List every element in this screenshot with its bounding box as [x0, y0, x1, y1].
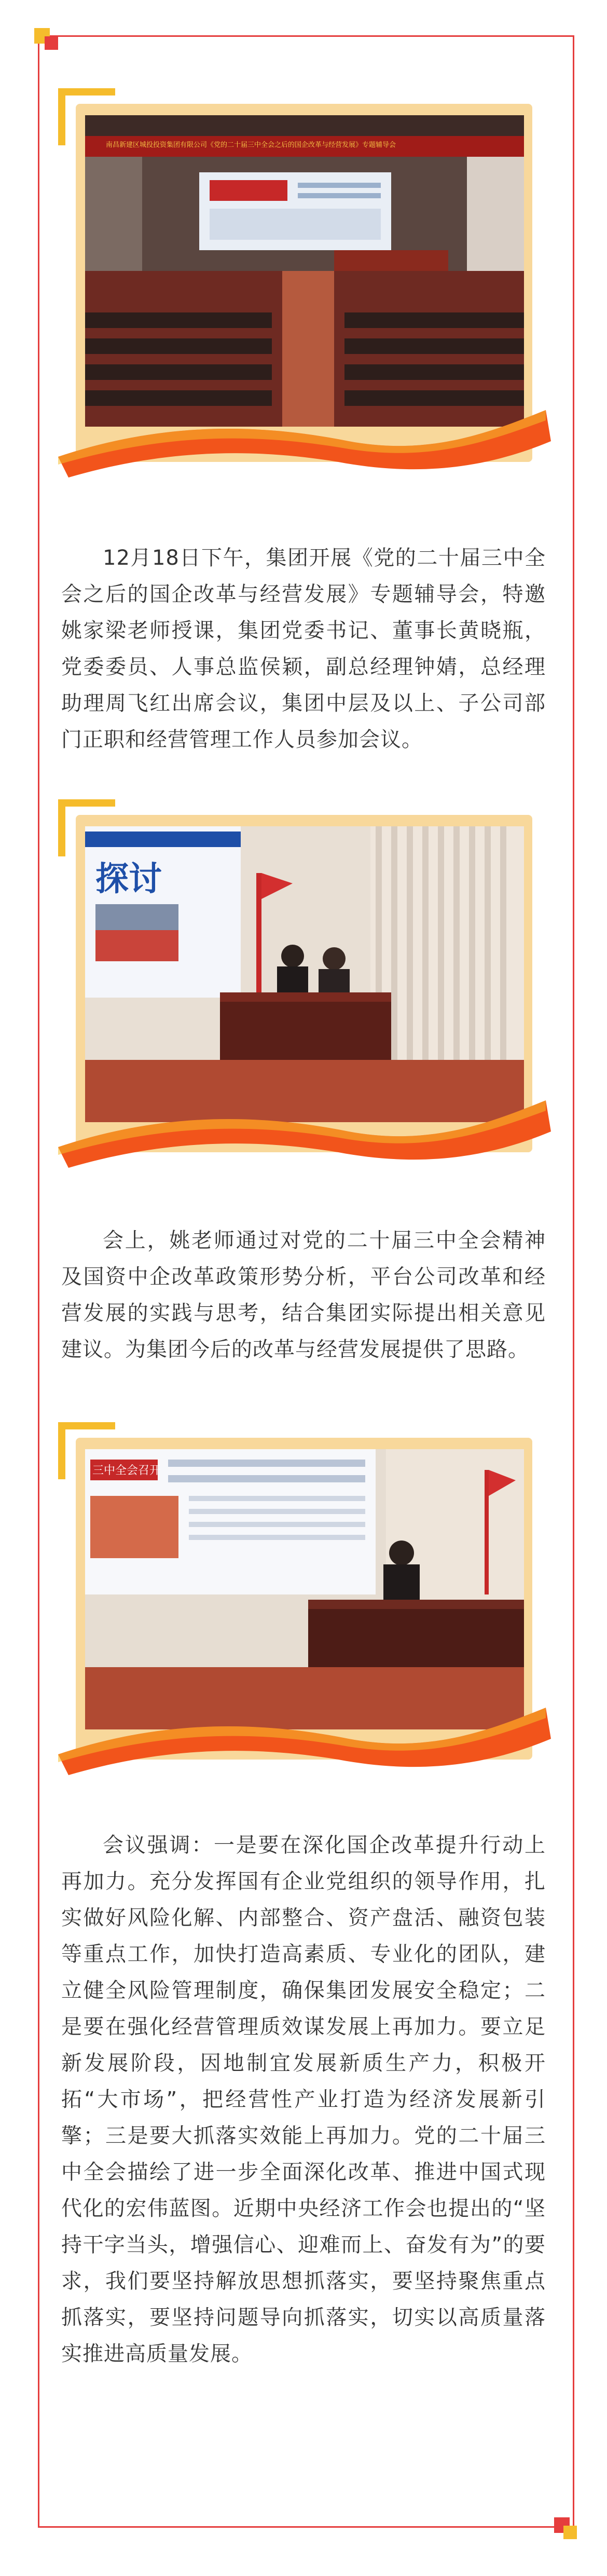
photo-corner-accent	[58, 88, 115, 96]
corner-square-bottom-right-yellow	[563, 2526, 577, 2539]
meeting-hall-photo	[85, 115, 524, 427]
body-paragraph-3: 会议强调：一是要在深化国企改革提升行动上再加力。充分发挥国有企业党组织的领导作用，扎实做好风险化解、内部整合、资产盘活、融资包装等重点工作，加快打造高素质、专业化的团队，建立健全风险管理制度，确保集团发展安全稳定；二是要在强化经营管理质效谋发展上再加力。要立足新发展阶段，因地制宜发展新质生产力，积极开拓“大市场”，把经营性产业打造为经济发展新引擎；三是要大抓落实效能上再加力。党的二十届三中全会描绘了进一步全面深化改革、推进中国式现代化的宏伟蓝图。近期中央经济工作会也提出的“坚持干字当头，增强信心、迎难而上、奋发有为”的要求，我们要坚持解放思想抓落实，要坚持聚焦重点抓落实，要坚持问题导向抓落实，切实以高质量落实推进高质量发展。	[61, 1833, 546, 2366]
photo-block-2	[58, 799, 551, 1178]
photo-corner-accent	[58, 1422, 65, 1479]
orange-swoosh	[58, 1090, 551, 1173]
orange-swoosh	[58, 1697, 551, 1780]
corner-square-top-left-red	[45, 36, 58, 50]
body-paragraph-1: 12月18日下午，集团开展《党的二十届三中全会之后的国企改革与经营发展》专题辅导会，特邀姚家梁老师授课，集团党委书记、董事长黄晓瓶，党委委员、人事总监侯颖，副总经理钟婧，总经理助理周飞红出席会议，集团中层及以上、子公司部门正职和经营管理工作人员参加会议。	[61, 546, 546, 752]
speaker-photo	[85, 1449, 524, 1729]
screen-text: 三中全会召开	[92, 1464, 161, 1477]
photo-block-3	[58, 1422, 551, 1786]
body-paragraph-2: 会上，姚老师通过对党的二十届三中全会精神及国资中企改革政策形势分析，平台公司改革和经营发展的实践与思考，结合集团实际提出相关意见建议。为集团今后的改革与经营发展提供了思路。	[61, 1229, 546, 1361]
photo-corner-accent	[58, 88, 65, 145]
lecture-photo	[85, 826, 524, 1122]
photo-corner-accent	[58, 1422, 115, 1429]
photo-block-1	[58, 88, 551, 493]
photo-corner-accent	[58, 799, 115, 807]
orange-swoosh	[58, 400, 551, 483]
screen-text: 探讨	[95, 860, 162, 898]
banner-caption: 南昌新建区城投投资集团有限公司《党的二十届三中全会之后的国企改革与经营发展》专题辅导会	[106, 141, 396, 149]
photo-corner-accent	[58, 799, 65, 856]
